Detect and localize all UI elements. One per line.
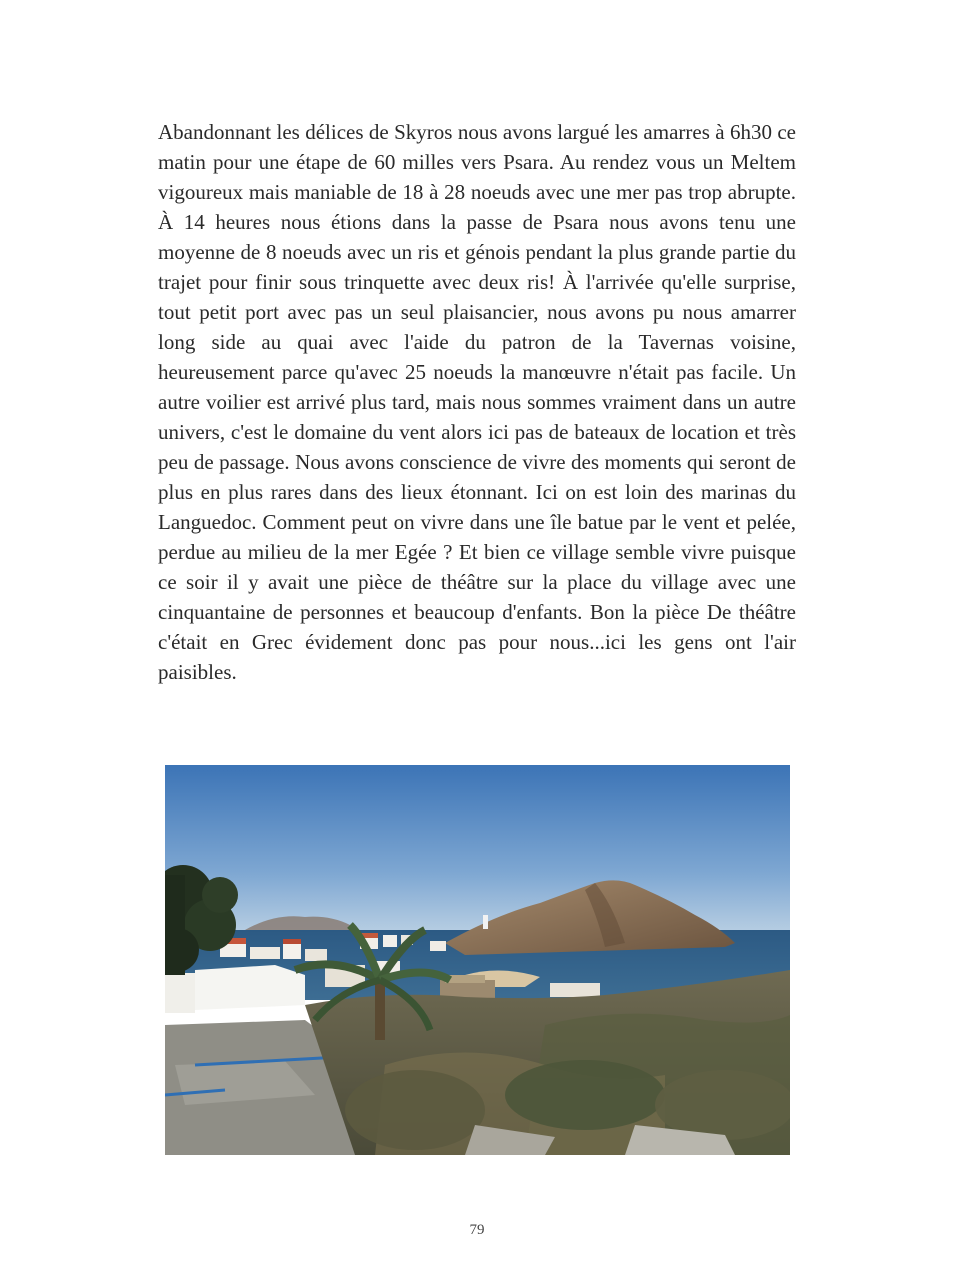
page-number: 79 bbox=[469, 1222, 485, 1238]
white-building bbox=[195, 965, 305, 1010]
harbor-photo bbox=[165, 765, 790, 1155]
body-paragraph: Abandonnant les délices de Skyros nous avons largué les amarres à 6h30 ce matin pour une étape de 60 milles vers Psara. Au rendez vous un Meltem vigoureux mais maniable de 18 à 28 noeuds avec une mer pas trop abrupte. À 14 heures nous étions dans la passe de Psara nous avons tenu une moyenne de 8 noeuds avec un ris et génois pendant la plus grande partie du trajet pour finir sous trinquette avec deux ris! À l'arrivée qu'elle surprise, tout petit port avec pas un seul plaisancier, nous avons pu nous amarrer long side au quai avec l'aide du patron de la Tavernas voisine, heureusement parce qu'avec 25 noeuds la manœuvre n'était pas facile. Un autre voilier est arrivé plus tard, mais nous sommes vraiment dans un autre univers, c'est le domaine du vent alors ici pas de bateaux de location et très peu de passage. Nous avons conscience de vivre des moments qui seront de plus en plus rares dans des lieux étonnant. Ici on est loin des marinas du Languedoc. Comment peut on vivre dans une île batue par le vent et pelée, perdue au milieu de la mer Egée ? Et bien ce village semble vivre puisque ce soir il y avait une pièce de théâtre sur la place du village avec une cinquantaine de personnes et beaucoup d'enfants. Bon la pièce De théâtre c'était en Grec évidement donc pas pour nous...ici les gens ont l'air paisibles. bbox=[158, 120, 796, 684]
